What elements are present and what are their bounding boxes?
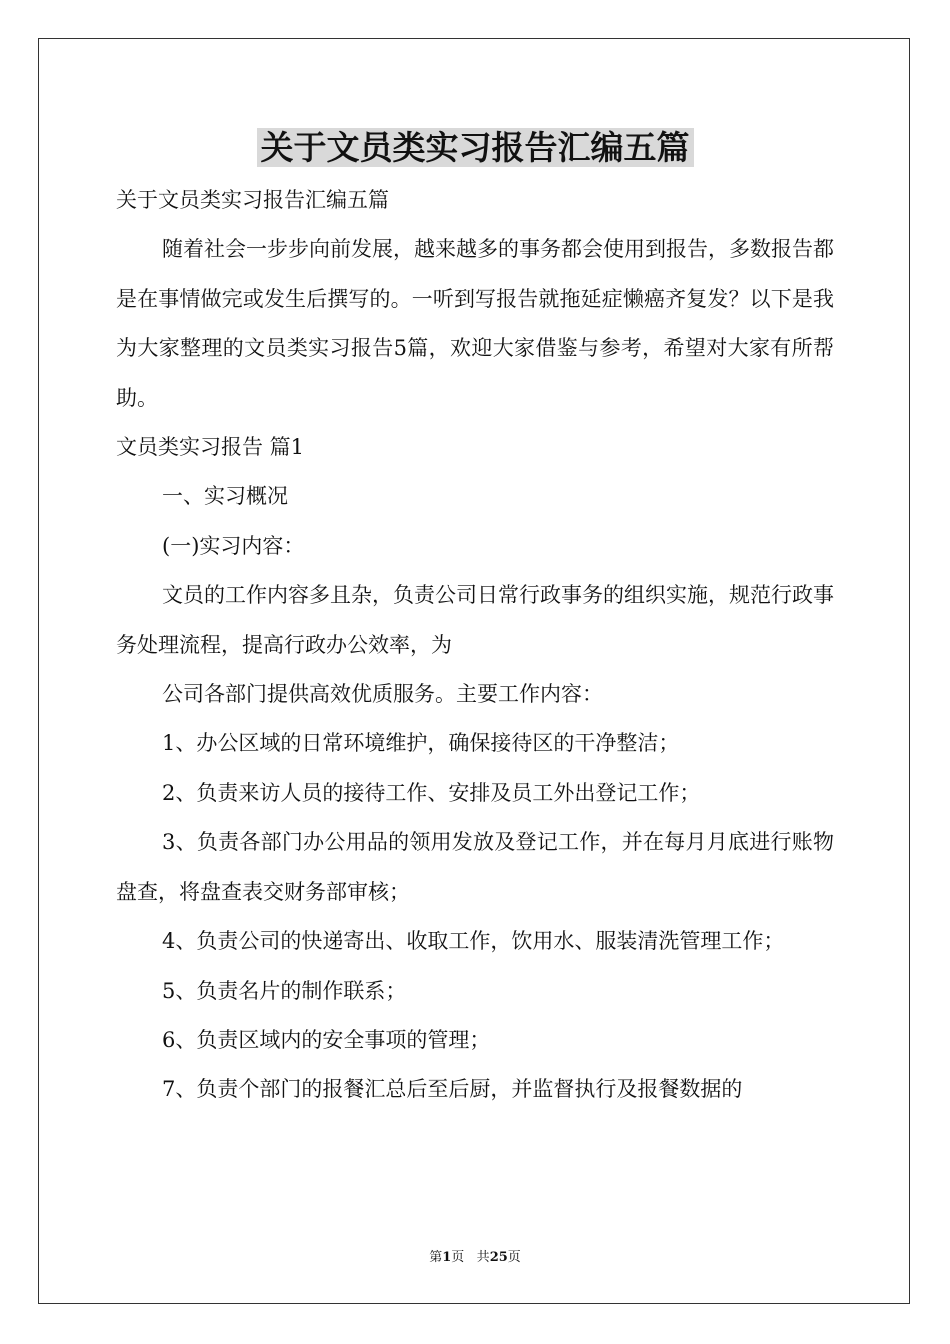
document-title [0, 124, 950, 172]
body-paragraph: 文员的工作内容多且杂，负责公司日常行政事务的组织实施，规范行政事务处理流程，提高行政办公效率，为 [116, 583, 834, 657]
total-prefix: 共 [476, 1250, 490, 1265]
body-paragraph: 5、负责名片的制作联系； [162, 978, 407, 1003]
paragraph-list [116, 225, 834, 1114]
page-suffix: 页 [451, 1250, 465, 1265]
body-paragraph: (一)实习内容： [162, 533, 305, 558]
body-paragraph: 4、负责公司的快递寄出、收取工作，饮用水、服装清洗管理工作； [162, 929, 785, 954]
total-suffix: 页 [507, 1250, 521, 1265]
body-paragraph: 1、办公区域的日常环境维护，确保接待区的干净整洁； [162, 731, 680, 756]
body-paragraph: 公司各部门提供高效优质服务。主要工作内容： [162, 682, 603, 707]
body-paragraph: 2、负责来访人员的接待工作、安排及员工外出登记工作； [162, 780, 701, 805]
document-body [116, 176, 834, 1115]
body-paragraph: 6、负责区域内的安全事项的管理； [162, 1027, 491, 1052]
body-paragraph: 7、负责个部门的报餐汇总后至后厨，并监督执行及报餐数据的 [162, 1077, 743, 1102]
body-paragraph: 3、负责各部门办公用品的领用发放及登记工作，并在每月月底进行账物盘查，将盘查表交财务部审核； [116, 830, 834, 904]
document-title-text: 关于文员类实习报告汇编五篇 [257, 128, 694, 167]
document-subtitle: 关于文员类实习报告汇编五篇 [116, 188, 389, 212]
total-pages: 25 [489, 1250, 508, 1265]
body-paragraph: 一、实习概况 [162, 484, 288, 509]
page-prefix: 第 [429, 1250, 443, 1265]
page-number: 1 [442, 1250, 452, 1265]
body-paragraph: 随着社会一步步向前发展，越来越多的事务都会使用到报告，多数报告都是在事情做完或发生后撰写的。一听到写报告就拖延症懒癌齐复发？以下是我为大家整理的文员类实习报告5篇，欢迎大家借鉴与参考，希望对大家有所帮助。 [116, 237, 834, 410]
page-footer [0, 1250, 950, 1266]
body-paragraph: 文员类实习报告 篇1 [116, 435, 305, 460]
